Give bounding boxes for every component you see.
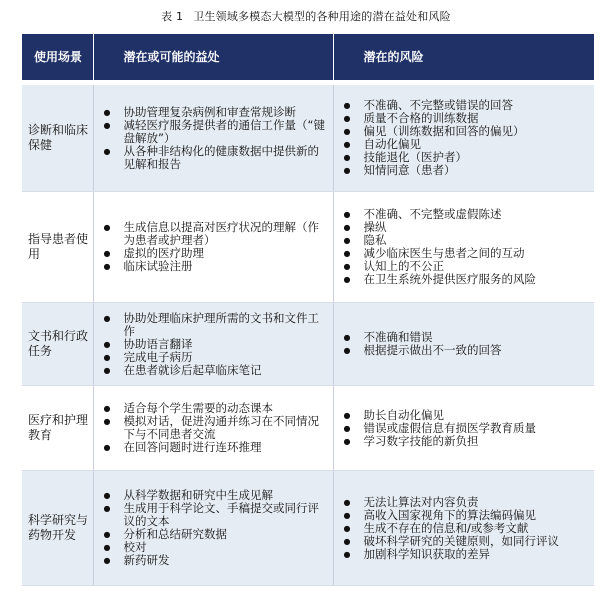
- risks-item: ● 加剧科学知识获取的差异: [364, 548, 589, 561]
- risks-cell: [333, 83, 594, 192]
- benefits-list: [94, 402, 333, 454]
- risks-item: ● 学习数字技能的新负担: [364, 435, 589, 448]
- table-header-row: [22, 34, 594, 83]
- table-row: [22, 471, 594, 586]
- benefits-risks-table: [22, 34, 594, 586]
- benefits-item: ● 完成电子病历: [124, 351, 327, 364]
- risks-item: ● 生成不存在的信息和/或参考文献: [364, 522, 589, 535]
- benefits-cell: [93, 83, 333, 192]
- benefits-item: ● 在回答问题时进行连环推理: [124, 441, 327, 454]
- risks-item: ● 隐私: [364, 234, 589, 247]
- benefits-cell: [93, 386, 333, 471]
- caption-number: 表 1: [161, 10, 184, 23]
- benefits-item: ● 虚拟的医疗助理: [124, 247, 327, 260]
- benefits-item: ● 校对: [124, 541, 327, 554]
- risks-cell: [333, 386, 594, 471]
- risks-list: [334, 208, 595, 286]
- table-row: [22, 192, 594, 303]
- benefits-item: ● 从科学数据和研究中生成见解: [124, 489, 327, 502]
- header-risks: 潜在的风险: [333, 34, 594, 83]
- benefits-item: ● 协助管理复杂病例和审查常规诊断: [124, 106, 327, 119]
- risks-cell: [333, 303, 594, 386]
- risks-item: ● 不准确和错误: [364, 331, 589, 344]
- risks-item: ● 在卫生系统外提供医疗服务的风险: [364, 273, 589, 286]
- risks-item: ● 认知上的不公正: [364, 260, 589, 273]
- risks-list: [334, 409, 595, 448]
- risks-cell: [333, 192, 594, 303]
- benefits-list: [94, 106, 333, 171]
- table-row: [22, 303, 594, 386]
- risks-item: ● 减少临床医生与患者之间的互动: [364, 247, 589, 260]
- risks-item: ● 自动化偏见: [364, 138, 589, 151]
- risks-list: [334, 496, 595, 561]
- benefits-list: [94, 312, 333, 377]
- risks-list: [334, 99, 595, 177]
- benefits-item: ● 协助处理临床护理所需的文书和文件工作: [124, 312, 327, 338]
- risks-item: ● 知情同意（患者）: [364, 164, 589, 177]
- table-caption: [0, 8, 612, 24]
- benefits-cell: [93, 471, 333, 586]
- risks-item: ● 操纵: [364, 221, 589, 234]
- caption-title: 卫生领域多模态大模型的各种用途的潜在益处和风险: [193, 10, 451, 23]
- risks-cell: [333, 471, 594, 586]
- risks-item: ● 技能退化（医护者）: [364, 151, 589, 164]
- benefits-item: ● 临床试验注册: [124, 260, 327, 273]
- scene-cell: 医疗和护理教育: [22, 386, 93, 471]
- header-scene: 使用场景: [22, 34, 93, 83]
- risks-item: ● 高收入国家视角下的算法编码偏见: [364, 509, 589, 522]
- risks-item: ● 错误或虚假信息有损医学教育质量: [364, 422, 589, 435]
- risks-item: ● 根据提示做出不一致的回答: [364, 344, 589, 357]
- benefits-item: ● 协助语言翻译: [124, 338, 327, 351]
- scene-cell: 科学研究与药物开发: [22, 471, 93, 586]
- risks-item: ● 质量不合格的训练数据: [364, 112, 589, 125]
- scene-cell: 文书和行政任务: [22, 303, 93, 386]
- header-benefits: 潜在或可能的益处: [93, 34, 333, 83]
- benefits-cell: [93, 192, 333, 303]
- risks-item: ● 不准确、不完整或虚假陈述: [364, 208, 589, 221]
- benefits-item: ● 在患者就诊后起草临床笔记: [124, 364, 327, 377]
- benefits-item: ● 分析和总结研究数据: [124, 528, 327, 541]
- benefits-item: ● 生成信息以提高对医疗状况的理解（作为患者或护理者）: [124, 221, 327, 247]
- benefits-list: [94, 221, 333, 273]
- table-row: [22, 83, 594, 192]
- scene-cell: 诊断和临床保健: [22, 83, 93, 192]
- benefits-item: ● 适合每个学生需要的动态课本: [124, 402, 327, 415]
- benefits-item: ● 减轻医疗服务提供者的通信工作量（“键盘解放”）: [124, 119, 327, 145]
- risks-item: ● 偏见（训练数据和回答的偏见）: [364, 125, 589, 138]
- risks-item: ● 助长自动化偏见: [364, 409, 589, 422]
- benefits-cell: [93, 303, 333, 386]
- benefits-item: ● 新药研发: [124, 554, 327, 567]
- benefits-item: ● 模拟对话，促进沟通并练习在不同情况下与不同患者交流: [124, 415, 327, 441]
- scene-cell: 指导患者使用: [22, 192, 93, 303]
- benefits-item: ● 从各种非结构化的健康数据中提供新的见解和报告: [124, 145, 327, 171]
- risks-item: ● 无法让算法对内容负责: [364, 496, 589, 509]
- risks-item: ● 不准确、不完整或错误的回答: [364, 99, 589, 112]
- benefits-item: ● 生成用于科学论文、手稿提交或同行评议的文本: [124, 502, 327, 528]
- benefits-list: [94, 489, 333, 567]
- table-row: [22, 386, 594, 471]
- risks-list: [334, 331, 595, 357]
- risks-item: ● 破坏科学研究的关键原则，如同行评议: [364, 535, 589, 548]
